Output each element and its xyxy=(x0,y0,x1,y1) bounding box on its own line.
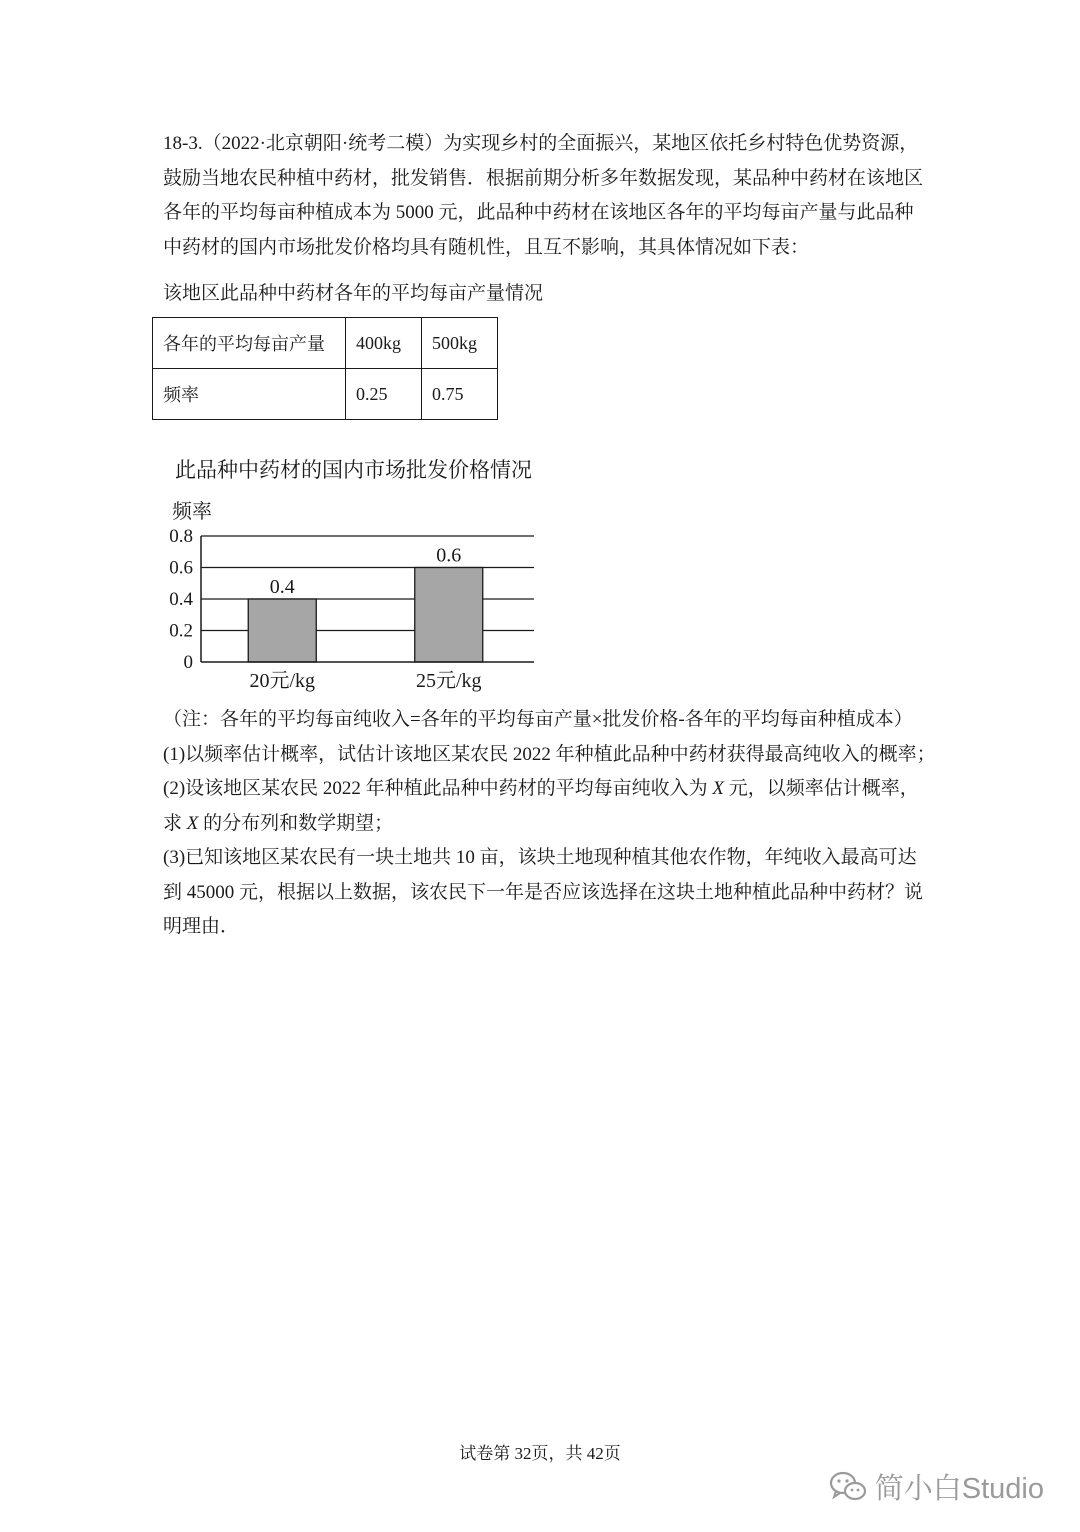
variable-x: X xyxy=(712,778,725,799)
question-2-text: 元，以频率估计概率， xyxy=(724,778,919,799)
table-row xyxy=(153,369,498,420)
watermark-text: 简小白Studio xyxy=(874,1473,1044,1505)
table-cell: 0.75 xyxy=(422,369,498,420)
question-2-text: 求 xyxy=(163,812,183,834)
problem-questions xyxy=(163,703,936,945)
y-tick-label: 0 xyxy=(183,652,193,673)
note-text: （注：各年的平均每亩纯收入=各年的平均每亩产量×批发价格-各年的平均每亩种植成本） xyxy=(163,709,913,730)
question-2-text: (2)设该地区某农民 2022 年种植此品种中药材的平均每亩纯收入为 xyxy=(163,778,708,799)
price-bar-chart xyxy=(150,490,570,700)
variable-x: X xyxy=(186,812,199,834)
question-2-line-2 xyxy=(163,807,923,842)
table-cell: 各年的平均每亩产量 xyxy=(153,318,346,369)
wechat-icon xyxy=(829,1470,867,1504)
question-2-text: 的分布列和数学期望； xyxy=(198,812,394,834)
y-tick-label: 0.4 xyxy=(169,589,193,610)
table-cell: 500kg xyxy=(422,318,498,369)
table-cell: 频率 xyxy=(153,369,346,420)
intro-line: 中药材的国内市场批发价格均具有随机性，且互不影响，其具体情况如下表： xyxy=(163,236,810,258)
y-tick-label: 0.2 xyxy=(169,620,193,642)
x-tick-label: 25元/kg xyxy=(415,670,482,692)
bar-data-label: 0.6 xyxy=(436,544,462,567)
question-2-line-1 xyxy=(163,772,923,807)
intro-line: 各年的平均每亩种植成本为 5000 元，此品种中药材在该地区各年的平均每亩产量与此品种 xyxy=(163,202,914,223)
y-tick-labels xyxy=(169,526,193,673)
bar xyxy=(415,568,483,663)
table-cell: 400kg xyxy=(346,318,422,369)
intro-line: 18-3.（2022·北京朝阳·统考二模）为实现乡村的全面振兴，某地区依托乡村特色优势资源， xyxy=(163,133,919,154)
question-3-line: 明理由． xyxy=(163,916,240,937)
page-footer: 试卷第 32页，共 42页 xyxy=(459,1444,621,1463)
watermark xyxy=(829,1466,1044,1507)
x-tick-labels xyxy=(249,670,481,692)
bar-data-label: 0.4 xyxy=(269,576,295,598)
question-3-line: 到 45000 元，根据以上数据，该农民下一年是否应该选择在这块土地种植此品种中药材？说 xyxy=(163,881,924,903)
question-3-line: (3)已知该地区某农民有一块土地共 10 亩，该块土地现种植其他农作物，年纯收入最高可达 xyxy=(163,847,917,868)
chart-title: 此品种中药材的国内市场批发价格情况 xyxy=(175,458,532,482)
table-caption: 该地区此品种中药材各年的平均每亩产量情况 xyxy=(163,283,544,304)
table-cell: 0.25 xyxy=(346,369,422,420)
x-tick-label: 20元/kg xyxy=(249,670,316,692)
problem-intro xyxy=(163,127,923,265)
y-tick-label: 0.6 xyxy=(169,557,193,579)
intro-line: 鼓励当地农民种植中药材，批发销售．根据前期分析多年数据发现，某品种中药材在该地区 xyxy=(163,167,924,189)
table-row xyxy=(153,318,498,369)
question-1: (1)以频率估计概率，试估计该地区某农民 2022 年种植此品种中药材获得最高纯收入的概率； xyxy=(163,743,936,765)
bar xyxy=(248,599,316,662)
y-tick-label: 0.8 xyxy=(169,526,193,547)
yield-table xyxy=(152,317,498,420)
y-axis-label: 频率 xyxy=(172,501,212,523)
